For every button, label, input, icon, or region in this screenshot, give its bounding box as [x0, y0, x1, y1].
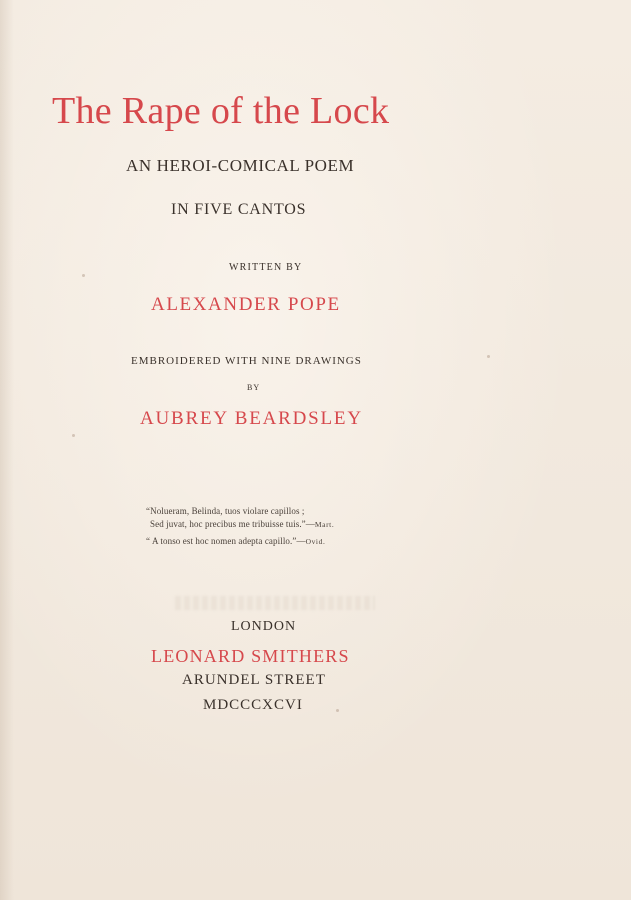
epigraph-source-mart: Mart.	[314, 520, 335, 529]
book-subtitle: AN HEROI-COMICAL POEM	[126, 156, 355, 175]
cantos-line: IN FIVE CANTOS	[171, 201, 307, 218]
paper-speck	[487, 355, 490, 358]
embroidered-line: EMBROIDERED WITH NINE DRAWINGS	[131, 355, 362, 367]
illustrator-name: AUBREY BEARDSLEY	[140, 408, 363, 429]
epigraph-line-2	[150, 520, 334, 529]
author-name: ALEXANDER POPE	[151, 294, 341, 315]
epigraph-line-3-text: “ A tonso est hoc nomen adepta capillo.”—	[146, 536, 306, 546]
paper-speck	[72, 434, 75, 437]
epigraph-line-2-text: Sed juvat, hoc precibus me tribuisse tuis.”—	[150, 519, 315, 529]
paper-speck	[336, 709, 339, 712]
written-by-label: WRITTEN BY	[229, 262, 303, 273]
paper-speck	[82, 274, 85, 277]
imprint-year: MDCCCXCVI	[203, 697, 303, 713]
by-label: BY	[247, 383, 261, 392]
epigraph-line-3	[146, 537, 325, 546]
epigraph-line-1: “Nolueram, Belinda, tuos violare capillos ;	[146, 506, 305, 516]
imprint-street: ARUNDEL STREET	[182, 672, 326, 688]
page-edge-shadow	[0, 0, 14, 900]
epigraph-source-ovid: Ovid.	[305, 537, 326, 546]
imprint-city: LONDON	[231, 619, 297, 634]
book-title: The Rape of the Lock	[52, 90, 390, 132]
imprint-publisher: LEONARD SMITHERS	[151, 646, 350, 666]
show-through-text	[175, 596, 375, 610]
